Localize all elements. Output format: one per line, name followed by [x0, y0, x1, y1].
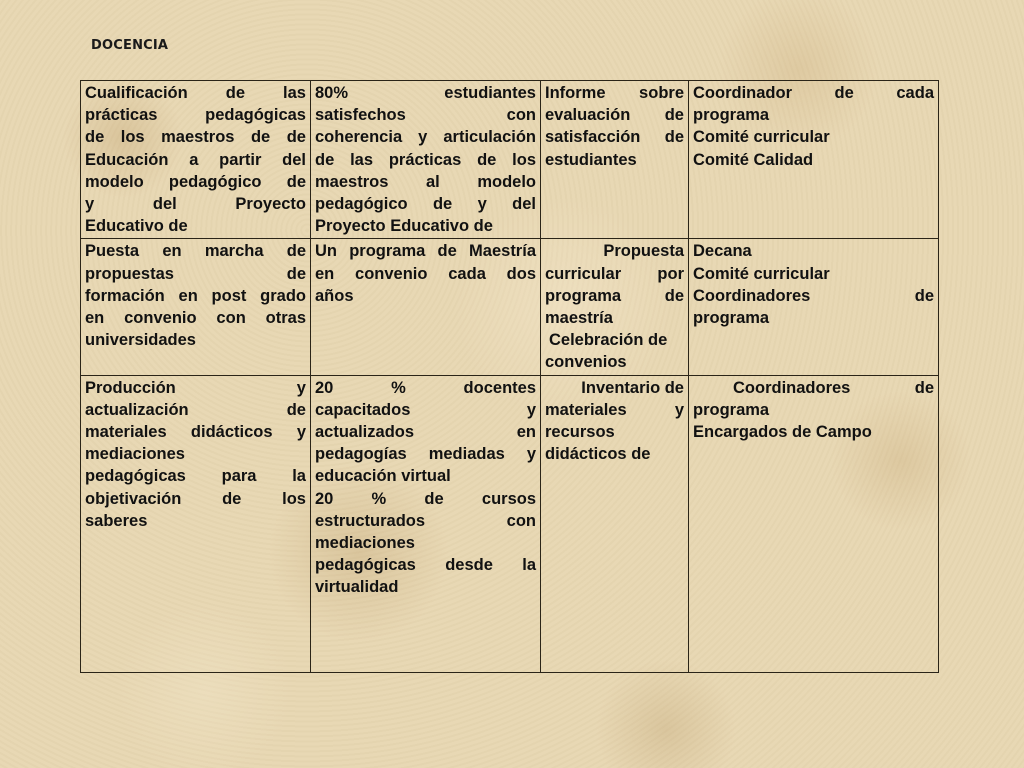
cell-line: maestros al modelo — [315, 172, 536, 191]
table-cell-goal — [311, 81, 541, 239]
cell-line: coherencia y articulación — [315, 128, 536, 147]
cell-line: en convenio con otras — [85, 309, 306, 328]
cell-line: Decana — [693, 242, 752, 261]
cell-line: universidades — [85, 331, 196, 350]
table-cell-objective — [81, 375, 311, 672]
cell-line: Inventario de — [581, 378, 684, 397]
cell-line: formación en post grado — [85, 286, 306, 305]
cell-line: Un programa de Maestría — [315, 242, 536, 261]
table-cell-responsible — [689, 375, 939, 672]
table-cell-goal — [311, 239, 541, 375]
docencia-table — [80, 80, 939, 673]
page-title: DOCENCIA — [91, 38, 169, 53]
cell-line: curricular por — [545, 264, 684, 283]
cell-line: capacitados y — [315, 400, 536, 419]
cell-line: didácticos de — [545, 445, 651, 464]
cell-line: programa de — [545, 286, 684, 305]
cell-line: Coordinadores de — [693, 286, 934, 305]
cell-line: prácticas pedagógicas — [85, 106, 306, 125]
cell-line: actualización de — [85, 400, 306, 419]
cell-line: 20 % docentes — [315, 378, 536, 397]
cell-line: programa — [693, 400, 770, 419]
cell-line: materiales y — [545, 400, 684, 419]
table-cell-evidence — [541, 81, 689, 239]
cell-line: educación virtual — [315, 467, 451, 486]
cell-line: estudiantes — [545, 150, 637, 169]
cell-line: de las prácticas de los — [315, 150, 536, 169]
cell-line: mediaciones — [85, 445, 185, 464]
cell-line: pedagogías mediadas y — [315, 445, 536, 464]
table-cell-objective — [81, 81, 311, 239]
cell-line: y del Proyecto — [85, 195, 306, 214]
cell-line: pedagógicas para la — [85, 467, 306, 486]
cell-line: en convenio cada dos — [315, 264, 536, 283]
cell-line: Coordinadores de — [733, 378, 934, 397]
cell-line: programa — [693, 106, 770, 125]
table-cell-evidence — [541, 375, 689, 672]
cell-line: mediaciones — [315, 534, 415, 553]
cell-line: Informe sobre — [545, 84, 684, 102]
cell-line: propuestas de — [85, 264, 306, 283]
cell-line: objetivación de los — [85, 489, 306, 508]
cell-line: Puesta en marcha de — [85, 242, 306, 261]
cell-line: materiales didácticos y — [85, 423, 306, 442]
cell-line: pedagógicas desde la — [315, 556, 536, 575]
cell-line: Comité curricular — [693, 264, 830, 283]
table-cell-goal — [311, 375, 541, 672]
cell-line: Propuesta — [603, 242, 684, 261]
cell-line: Cualificación de las — [85, 84, 306, 102]
table-cell-responsible — [689, 239, 939, 375]
cell-line: convenios — [545, 353, 627, 372]
table-cell-objective — [81, 239, 311, 375]
cell-line: satisfacción de — [545, 128, 684, 147]
cell-line: evaluación de — [545, 106, 684, 125]
cell-line: Educativo de — [85, 217, 188, 236]
cell-line: Proyecto Educativo de — [315, 217, 493, 236]
cell-line: virtualidad — [315, 578, 399, 597]
cell-line: actualizados en — [315, 423, 536, 442]
cell-line: de los maestros de de — [85, 128, 306, 147]
table-cell-evidence — [541, 239, 689, 375]
cell-line: satisfechos con — [315, 106, 536, 125]
cell-line: Educación a partir del — [85, 150, 306, 169]
cell-line: programa — [693, 309, 770, 328]
cell-line: Encargados de Campo — [693, 423, 872, 442]
cell-line: Producción y — [85, 378, 306, 397]
table-row — [81, 81, 939, 239]
cell-line: modelo pedagógico de — [85, 172, 306, 191]
cell-line: Celebración de — [549, 331, 668, 350]
cell-line: recursos — [545, 423, 615, 442]
cell-line: Coordinador de cada — [693, 84, 934, 102]
cell-line: 20 % de cursos — [315, 489, 536, 508]
cell-line: pedagógico de y del — [315, 195, 536, 214]
cell-line: 80% estudiantes — [315, 84, 536, 102]
table-cell-responsible — [689, 81, 939, 239]
cell-line: saberes — [85, 511, 148, 530]
table-row — [81, 375, 939, 672]
table-row — [81, 239, 939, 375]
cell-line: estructurados con — [315, 511, 536, 530]
cell-line: años — [315, 286, 354, 305]
cell-line: maestría — [545, 309, 613, 328]
cell-line: Comité curricular — [693, 128, 830, 147]
cell-line: Comité Calidad — [693, 150, 814, 169]
